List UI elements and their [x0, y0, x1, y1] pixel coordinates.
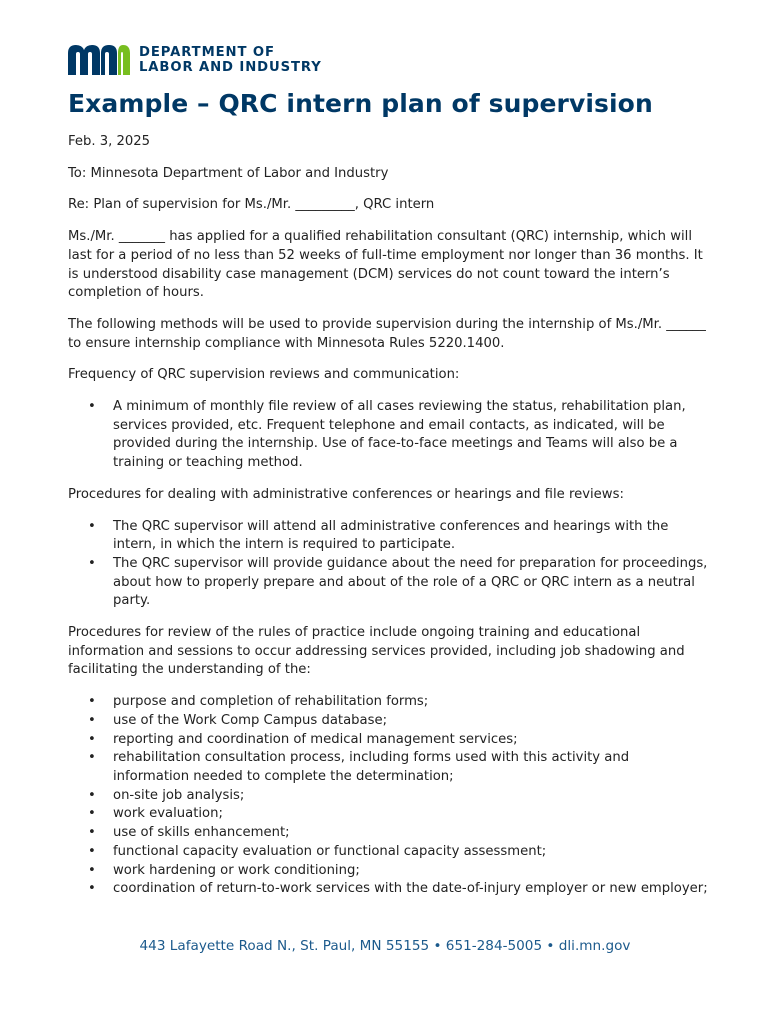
list-item	[68, 880, 708, 899]
letter-re: Re: Plan of supervision for Ms./Mr. _________, QRC intern	[68, 197, 435, 213]
list-item-text: functional capacity evaluation or functional capacity assessment;	[113, 843, 547, 859]
frequency-heading: Frequency of QRC supervision reviews and communication:	[68, 367, 460, 383]
list-item-text: work evaluation;	[113, 806, 223, 822]
bullet-icon: •	[88, 750, 96, 766]
list-item-text: reporting and coordination of medical management services;	[113, 731, 518, 747]
intro-paragraph: Ms./Mr. _______ has applied for a qualified rehabilitation consultant (QRC) internship, which will last for a period of no less than 52 weeks of full-time employment nor longer than 36 months. It is understood disability case management (DCM) services do not count toward the intern’s completion of hours.	[68, 229, 703, 301]
page-footer: 443 Lafayette Road N., St. Paul, MN 55155 • 651-284-5005 • dli.mn.gov	[139, 938, 631, 954]
list-item-text: use of skills enhancement;	[113, 825, 290, 841]
list-item	[68, 398, 708, 473]
bullet-icon: •	[88, 881, 96, 897]
bullet-icon: •	[88, 694, 96, 710]
bullet-icon: •	[88, 555, 96, 571]
list-item-text: work hardening or work conditioning;	[113, 862, 360, 878]
frequency-list	[68, 398, 708, 473]
bullet-icon: •	[88, 862, 96, 878]
logo-line-2: LABOR AND INDUSTRY	[139, 60, 322, 75]
list-item	[68, 862, 708, 881]
list-item-text: The QRC supervisor will attend all administrative conferences and hearings with the intern, in which the intern is required to participate.	[113, 518, 669, 553]
list-item	[68, 805, 708, 824]
bullet-icon: •	[88, 787, 96, 803]
procedures-heading: Procedures for dealing with administrative conferences or hearings and file reviews:	[68, 486, 624, 502]
bullet-icon: •	[88, 731, 96, 747]
header-logo	[68, 44, 708, 76]
list-item-text: use of the Work Comp Campus database;	[113, 712, 388, 728]
rules-list	[68, 693, 708, 899]
list-item	[68, 824, 708, 843]
list-item-text: rehabilitation consultation process, including forms used with this activity and information needed to complete the determination;	[113, 750, 630, 784]
list-item-text: purpose and completion of rehabilitation forms;	[113, 694, 429, 710]
logo-wordmark	[139, 45, 322, 75]
letter-to: To: Minnesota Department of Labor and Industry	[68, 165, 389, 181]
procedures-list	[68, 518, 708, 612]
bullet-icon: •	[88, 399, 96, 415]
list-item-text: coordination of return-to-work services with the date-of-injury employer or new employer;	[113, 881, 708, 897]
bullet-icon: •	[88, 712, 96, 728]
page-title: Example – QRC intern plan of supervision	[68, 89, 653, 118]
rules-heading: Procedures for review of the rules of practice include ongoing training and educational information and sessions to occur addressing services provided, including job shadowing and facilitating the understanding of the:	[68, 625, 685, 678]
list-item	[68, 555, 708, 611]
list-item-text: A minimum of monthly file review of all cases reviewing the status, rehabilitation plan, services provided, etc. Frequent telephone and email contacts, as indicated, will be provided during the internship. Use of face-to-face meetings and Teams will also be a training or teaching method.	[113, 399, 686, 471]
list-item-text: The QRC supervisor will provide guidance about the need for preparation for proceedings, about how to properly prepare and about of the role of a QRC or QRC intern as a neutral party.	[113, 555, 708, 609]
logo-line-1: DEPARTMENT OF	[139, 45, 275, 60]
mn-logo-icon	[68, 45, 130, 75]
bullet-icon: •	[88, 806, 96, 822]
list-item-text: on-site job analysis;	[113, 787, 245, 803]
list-item	[68, 518, 708, 555]
list-item	[68, 712, 708, 731]
document-page	[68, 44, 708, 899]
letter-date: Feb. 3, 2025	[68, 134, 151, 149]
bullet-icon: •	[88, 518, 96, 534]
bullet-icon: •	[88, 843, 96, 859]
list-item	[68, 731, 708, 750]
list-item	[68, 749, 708, 786]
list-item	[68, 843, 708, 862]
list-item	[68, 693, 708, 712]
methods-paragraph: The following methods will be used to provide supervision during the internship of Ms./Mr. ______ to ensure internship compliance with Minnesota Rules 5220.1400.	[68, 316, 706, 351]
list-item	[68, 787, 708, 806]
bullet-icon: •	[88, 825, 96, 841]
